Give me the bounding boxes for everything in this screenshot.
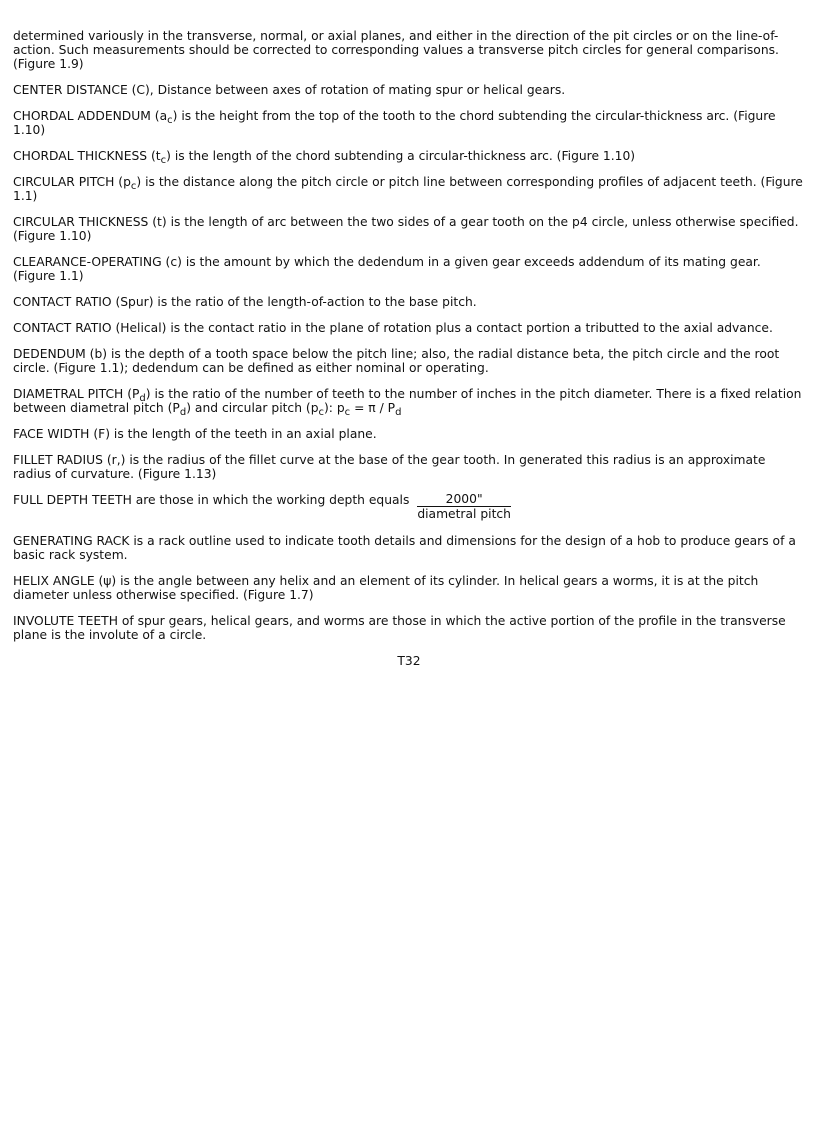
full-depth-fraction — [417, 493, 511, 521]
fraction-numerator: 2000" — [417, 493, 511, 507]
circular-pitch-subscript: c — [130, 181, 137, 192]
circular-pitch-text-start: CIRCULAR PITCH (p — [13, 175, 131, 189]
clearance-operating-definition: CLEARANCE-OPERATING (c) is the amount by which the dedendum in a given gear exceeds addendum of its mating gear. (Figure 1.1) — [13, 255, 761, 283]
chordal-addendum-definition — [13, 109, 805, 137]
chordal-addendum-text-end: ) is the height from the top of the tooth to the chord subtending the circular-thickness arc. (Figure 1.10) — [13, 109, 776, 137]
chordal-thickness-subscript: c — [160, 155, 167, 166]
dedendum-definition: DEDENDUM (b) is the depth of a tooth space below the pitch line; also, the radial distance beta, the pitch circle and the root circle. (Figure 1.1); dedendum can be defined as either nominal or operating. — [13, 347, 780, 375]
chordal-addendum-subscript: c — [167, 115, 173, 126]
full-depth-teeth-definition — [13, 493, 805, 521]
circular-thickness-definition: CIRCULAR THICKNESS (t) is the length of arc between the two sides of a gear tooth on the p4 circle, unless otherwise specified. (Figure 1.10) — [13, 215, 799, 243]
fillet-radius-definition: FILLET RADIUS (r,) is the radius of the fillet curve at the base of the gear tooth. In generated this radius is an approximate radius of curvature. (Figure 1.13) — [13, 453, 766, 481]
involute-teeth-definition: INVOLUTE TEETH of spur gears, helical gears, and worms are those in which the active portion of the profile in the transverse plane is the involute of a circle. — [13, 614, 786, 642]
diametral-pitch-text-3: ) and circular pitch (p — [186, 401, 319, 415]
fraction-denominator: diametral pitch — [417, 507, 511, 521]
intro-paragraph: determined variously in the transverse, normal, or axial planes, and either in the direction of the pit circles or on the line-of-action. Such measurements should be corrected to corresponding values a transverse pitch circles for general comparisons. (Figure 1.9) — [13, 29, 779, 71]
diametral-pitch-subscript-3: c — [318, 407, 324, 418]
document-page — [13, 29, 805, 668]
contact-ratio-helical-definition: CONTACT RATIO (Helical) is the contact ratio in the plane of rotation plus a contact portion a tributted to the axial advance. — [13, 321, 773, 335]
chordal-thickness-text-end: ) is the length of the chord subtending a circular-thickness arc. (Figure 1.10) — [166, 149, 636, 163]
contact-ratio-spur-definition: CONTACT RATIO (Spur) is the ratio of the length-of-action to the base pitch. — [13, 295, 477, 309]
helix-angle-definition: HELIX ANGLE (ψ) is the angle between any helix and an element of its cylinder. In helical gears a worms, it is at the pitch diameter unless otherwise specified. (Figure 1.7) — [13, 574, 759, 602]
circular-pitch-text-end: ) is the distance along the pitch circle or pitch line between corresponding profiles of adjacent teeth. (Figure 1.1) — [13, 175, 803, 203]
face-width-definition: FACE WIDTH (F) is the length of the teeth in an axial plane. — [13, 427, 377, 441]
diametral-pitch-text-2: ) is the ratio of the number of teeth to the number of inches in the pitch diameter. There is a fixed relation between diametral pitch (P — [13, 387, 802, 415]
diametral-pitch-subscript-2: d — [179, 407, 187, 418]
diametral-pitch-subscript-1: d — [139, 393, 146, 404]
diametral-pitch-definition — [13, 387, 805, 418]
chordal-thickness-definition — [13, 149, 805, 166]
diametral-pitch-text-5: = π / P — [350, 401, 396, 415]
center-distance-definition: CENTER DISTANCE (C), Distance between axes of rotation of mating spur or helical gears. — [13, 83, 566, 97]
chordal-addendum-text-start: CHORDAL ADDENDUM (a — [13, 109, 168, 123]
chordal-thickness-text-start: CHORDAL THICKNESS (t — [13, 149, 161, 163]
page-number: T32 — [397, 654, 421, 668]
circular-pitch-definition — [13, 175, 805, 203]
diametral-pitch-text-1: DIAMETRAL PITCH (P — [13, 387, 140, 401]
diametral-pitch-text-4: ): p — [324, 401, 345, 415]
full-depth-teeth-text: FULL DEPTH TEETH are those in which the working depth equals — [13, 493, 410, 507]
diametral-pitch-subscript-4: c — [344, 407, 351, 418]
diametral-pitch-subscript-5: d — [395, 407, 402, 418]
generating-rack-definition: GENERATING RACK is a rack outline used to indicate tooth details and dimensions for the design of a hob to produce gears of a basic rack system. — [13, 534, 796, 562]
